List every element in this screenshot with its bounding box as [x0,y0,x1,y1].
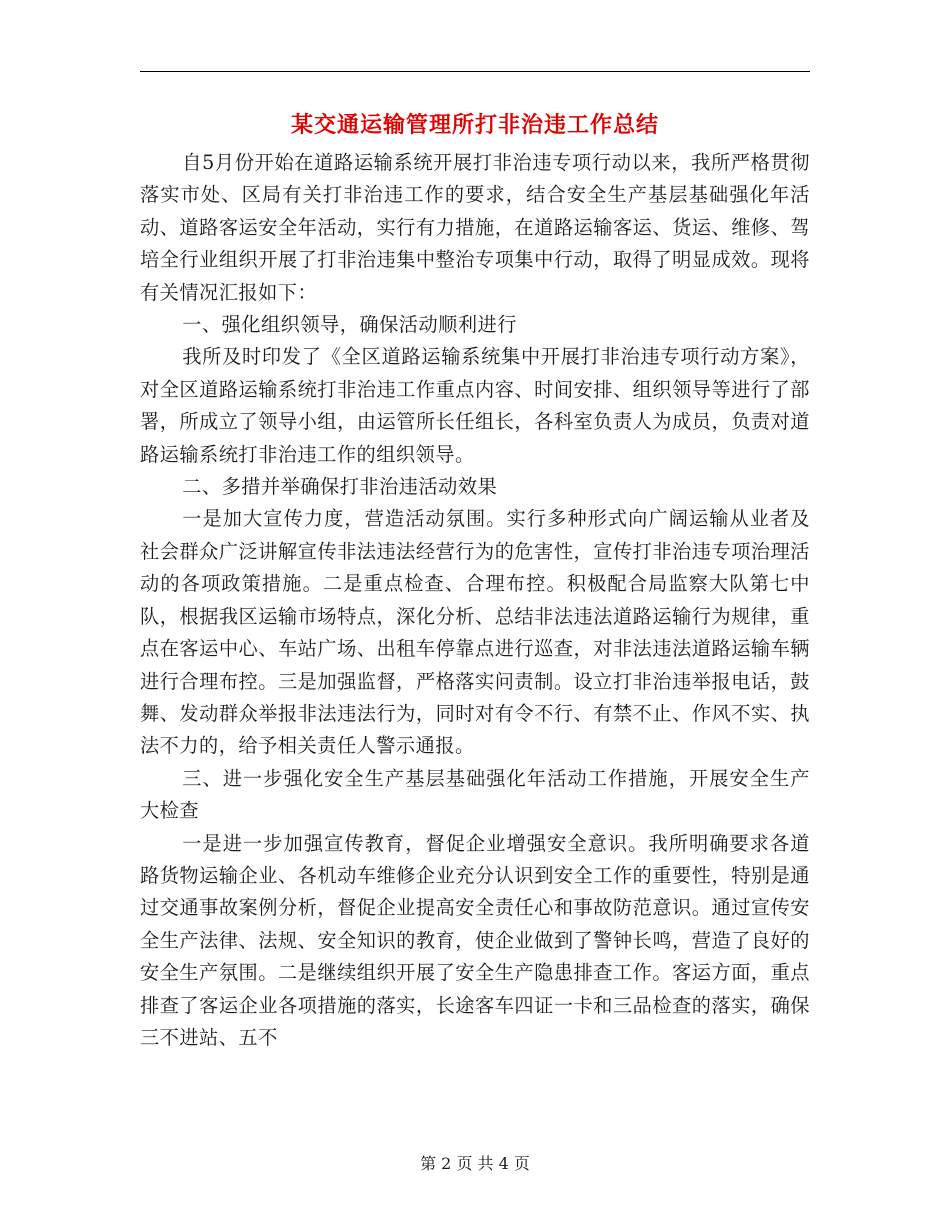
paragraph-section-2: 一是加大宣传力度，营造活动氛围。实行多种形式向广阔运输从业者及社会群众广泛讲解宣传非法违法经营行为的危害性，宣传打非治违专项治理活动的各项政策措施。二是重点检查、合理布控。积极配合局监察大队第七中队，根据我区运输市场特点，深化分析、总结非法违法道路运输行为规律，重点在客运中心、车站广场、出租车停靠点进行巡查，对非法违法道路运输车辆进行合理布控。三是加强监督，严格落实问责制。设立打非治违举报电话，鼓舞、发动群众举报非法违法行为，同时对有令不行、有禁不止、作风不实、执法不力的，给予相关责任人警示通报。 [140,507,810,758]
page-footer [0,1152,950,1176]
section-heading-1: 一、强化组织领导，确保活动顺利进行 [182,313,517,337]
paragraph-section-3: 一是进一步加强宣传教育，督促企业增强安全意识。我所明确要求各道路货物运输企业、各机动车维修企业充分认识到安全工作的重要性，特别是通过交通事故案例分析，督促企业提高安全责任心和事故防范意识。通过宣传安全生产法律、法规、安全知识的教育，使企业做到了警钟长鸣，营造了良好的安全生产氛围。二是继续组织开展了安全生产隐患排查工作。客运方面，重点排查了客运企业各项措施的落实，长途客车四证一卡和三品检查的落实，确保三不进站、五不 [140,831,810,1049]
document-body [140,147,810,1054]
paragraph-section-1: 我所及时印发了《全区道路运输系统集中开展打非治违专项行动方案》，对全区道路运输系统打非治违工作重点内容、时间安排、组织领导等进行了部署，所成立了领导小组，由运管所长任组长，各科室负责人为成员，负责对道路运输系统打非治违工作的组织领导。 [140,345,810,466]
section-heading-3: 三、进一步强化安全生产基层基础强化年活动工作措施，开展安全生产大检查 [140,766,810,823]
paragraph-intro: 自5月份开始在道路运输系统开展打非治违专项行动以来，我所严格贯彻落实市处、区局有关打非治违工作的要求，结合安全生产基层基础强化年活动、道路客运安全年活动，实行有力措施，在道路运输客运、货运、维修、驾培全行业组织开展了打非治违集中整治专项集中行动，取得了明显成效。现将有关情况汇报如下： [140,151,810,304]
header-rule [140,71,810,72]
document-title: 某交通运输管理所打非治违工作总结 [290,112,659,138]
page-number-label: 第 2 页 共 4 页 [420,1154,530,1173]
section-heading-2: 二、多措并举确保打非治违活动效果 [182,475,498,499]
